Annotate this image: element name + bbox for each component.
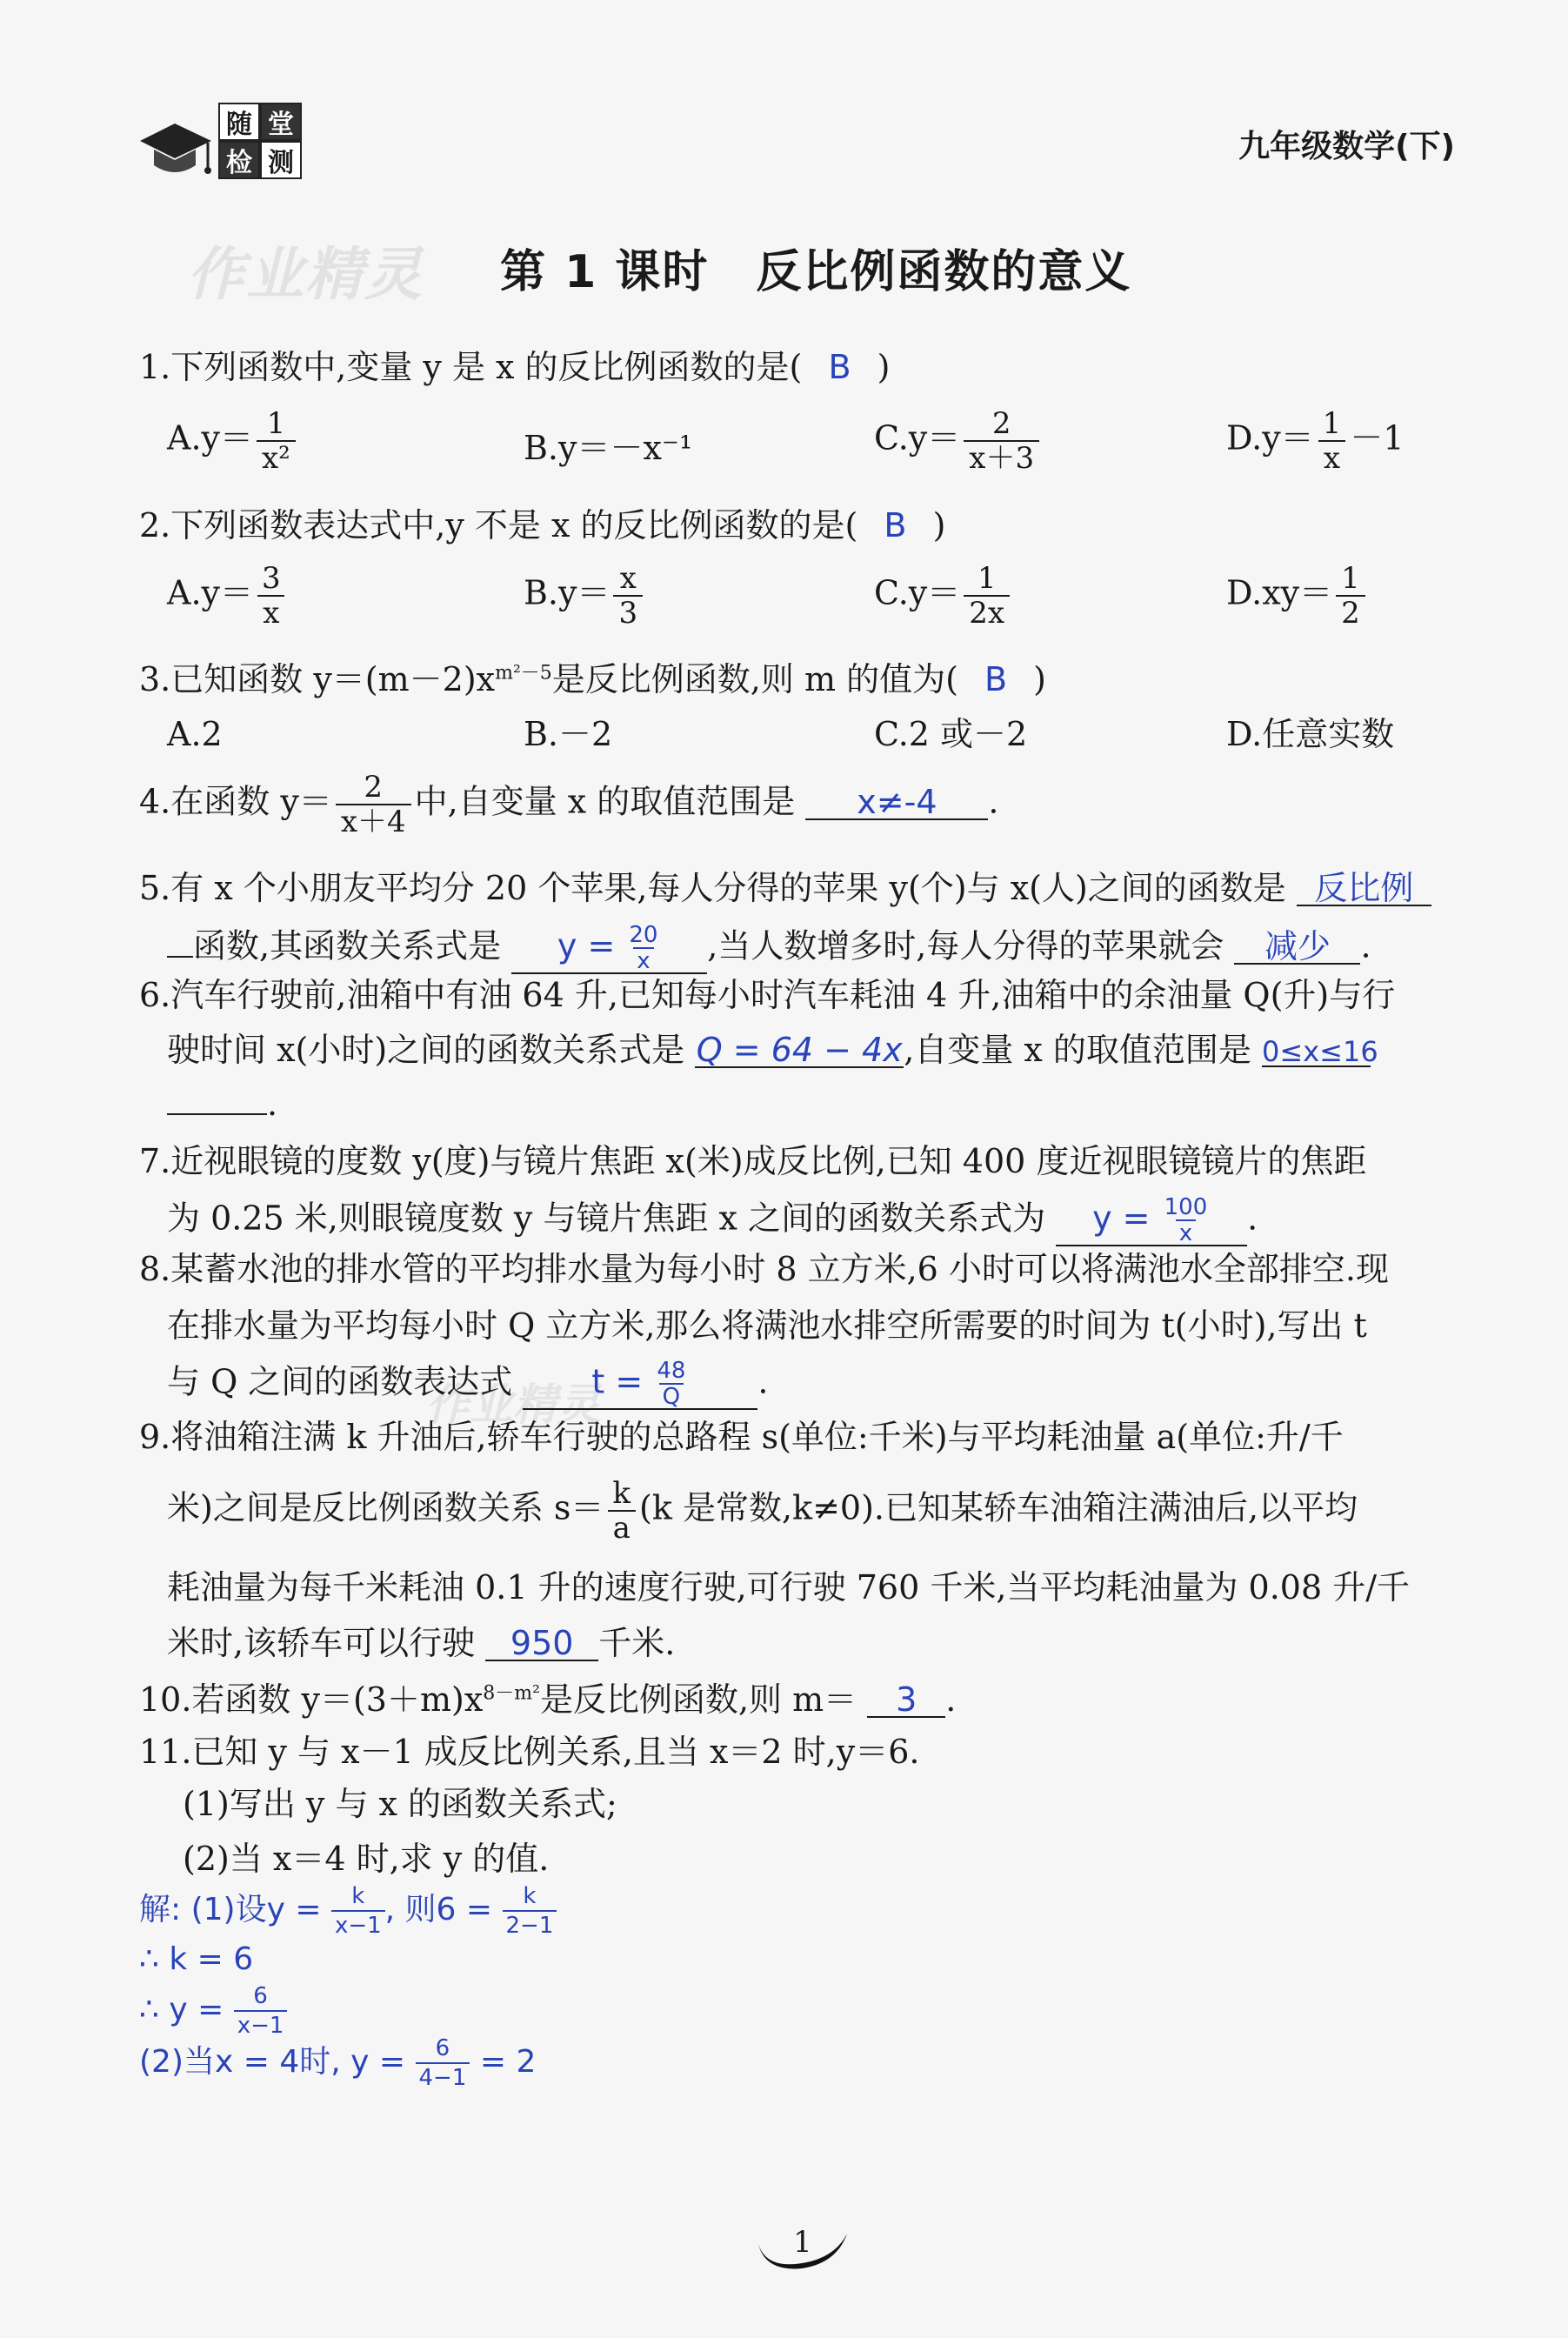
q11-stem: 11.已知 y 与 x－1 成反比例关系,且当 x＝2 时,y＝6.	[139, 1733, 920, 1771]
q9-line4-pre: 米时,该轿车可以行驶	[167, 1624, 476, 1662]
q2-c-num: 1	[977, 561, 997, 596]
q9-line2	[167, 1476, 1358, 1546]
logo-char-1: 随	[218, 103, 260, 141]
q11-part2: (2)当 x＝4 时,求 y 的值.	[183, 1840, 550, 1878]
q1-d-pre: D.y＝	[1226, 418, 1314, 458]
q1-c-pre: C.y＝	[874, 418, 961, 458]
q7-line1: 7.近视眼镜的度数 y(度)与镜片焦距 x(米)成反比例,已知 400 度近视眼镜镜片的焦距	[139, 1142, 1367, 1180]
q10-exponent: 8－m²	[483, 1682, 540, 1705]
q1-c-den: x＋3	[964, 440, 1039, 473]
q5-line2	[167, 924, 1371, 974]
solution-l1-f1-den: x−1	[331, 1910, 385, 1939]
q2-option-d	[1226, 561, 1369, 631]
q6-answer2: 0≤x≤16	[1262, 1035, 1378, 1068]
q1-a-frac	[257, 406, 296, 476]
q1-option-d	[1226, 406, 1405, 476]
q8-end: .	[757, 1362, 769, 1401]
q2-d-num: 1	[1341, 561, 1360, 596]
logo-char-4: 测	[260, 141, 302, 179]
q5-line2-mid: ,当人数增多时,每人分得的苹果就会	[707, 926, 1224, 965]
q1-a-den: x²	[257, 440, 296, 473]
q1-a-num: 1	[266, 406, 286, 441]
q10-post: 是反比例函数,则 m＝	[539, 1680, 857, 1719]
q2-d-frac	[1336, 561, 1365, 631]
q7-ans-den: x	[1176, 1219, 1196, 1245]
q4-answer: x≠-4	[805, 785, 988, 820]
q9-den: a	[608, 1510, 636, 1543]
q3-answer: B	[984, 660, 1008, 698]
solution-l4-num: 6	[435, 2035, 450, 2061]
q4-frac	[336, 772, 411, 837]
solution-l1-pre: 解: (1)设y =	[139, 1892, 322, 1927]
q5-ans2-pre: y =	[557, 926, 616, 965]
solution-l4-post: = 2	[479, 2044, 537, 2080]
q2-c-pre: C.y＝	[874, 573, 961, 612]
q5-answer1: 反比例	[1297, 872, 1431, 906]
logo-char-2: 堂	[260, 103, 302, 141]
q5-end: .	[1360, 926, 1371, 965]
q8-ans-pre: t =	[591, 1362, 644, 1401]
q2-option-c	[874, 561, 1013, 631]
q3-option-d: D.任意实数	[1226, 715, 1395, 753]
q9-line4-post: 千米.	[598, 1624, 676, 1662]
q4-den: x＋4	[336, 804, 411, 837]
page-number: 1	[793, 2225, 812, 2260]
q5-line1-text: 5.有 x 个小朋友平均分 20 个苹果,每人分得的苹果 y(个)与 x(人)之间的函数是	[139, 869, 1286, 907]
q7-line2-pre: 为 0.25 米,则眼镜度数 y 与镜片焦距 x 之间的函数关系式为	[167, 1199, 1046, 1238]
grade-label: 九年级数学(下)	[1238, 129, 1455, 164]
q1-answer: B	[828, 348, 851, 386]
solution-l1-frac2	[503, 1883, 557, 1939]
graduation-cap-icon	[135, 111, 215, 190]
q6-line2-mid: ,自变量 x 的取值范围是	[904, 1031, 1251, 1069]
solution-l3-frac	[234, 1983, 288, 2039]
q5-line1	[139, 869, 1431, 907]
q3-exponent: m²－5	[495, 662, 552, 685]
solution-line3	[139, 1983, 287, 2039]
q9-line2-pre: 米)之间是反比例函数关系 s＝	[167, 1488, 604, 1527]
q6-answer2-tail	[167, 1113, 267, 1115]
q5-answer3: 减少	[1234, 930, 1360, 965]
solution-line2: ∴ k = 6	[139, 1941, 254, 1977]
q1-d-den: x	[1318, 440, 1345, 473]
q1-c-num: 2	[991, 406, 1011, 441]
solution-l1-f2-num: k	[523, 1883, 537, 1909]
q2-b-pre: B.y＝	[524, 573, 611, 612]
q11-part1: (1)写出 y 与 x 的函数关系式;	[183, 1785, 617, 1823]
q10-pre: 10.若函数 y＝(3＋m)x	[139, 1680, 484, 1719]
q9-line3: 耗油量为每千米耗油 0.1 升的速度行驶,可行驶 760 千米,当平均耗油量为 0.08 升/千	[167, 1568, 1411, 1607]
q4-pre: 4.在函数 y＝	[139, 782, 332, 821]
solution-l1-frac1	[331, 1883, 385, 1939]
q9-num: k	[612, 1476, 631, 1511]
q9-answer: 950	[485, 1627, 598, 1661]
logo	[135, 103, 309, 190]
q2-a-frac	[257, 561, 286, 631]
q10-end: .	[945, 1680, 957, 1719]
q8-line3-pre: 与 Q 之间的函数表达式	[167, 1362, 513, 1401]
q2-d-den: 2	[1336, 595, 1365, 628]
q6-line2	[167, 1031, 1378, 1069]
q9-line4	[167, 1624, 676, 1662]
q5-ans2-den: x	[633, 947, 653, 972]
solution-line4	[139, 2035, 536, 2091]
q1-option-a	[167, 406, 299, 476]
q8-ans-num: 48	[657, 1358, 686, 1384]
q7-answer	[1056, 1196, 1247, 1246]
q7-ans-num: 100	[1164, 1194, 1208, 1220]
q2-stem-text: 2.下列函数表达式中,y 不是 x 的反比例函数的是(	[139, 506, 858, 544]
q1-option-c	[874, 406, 1043, 476]
q9-line2-post: (k 是常数,k≠0).已知某轿车油箱注满油后,以平均	[639, 1488, 1358, 1527]
q1-d-frac	[1318, 406, 1347, 476]
q3-option-c: C.2 或－2	[874, 715, 1028, 753]
solution-l4-pre: (2)当x = 4时, y =	[139, 2044, 406, 2080]
q2-close: )	[932, 506, 946, 544]
q3-option-a: A.2	[167, 715, 223, 753]
q2-a-pre: A.y＝	[167, 573, 253, 612]
q8-line3	[167, 1359, 769, 1410]
q5-answer2	[511, 924, 707, 974]
q8-answer	[523, 1359, 757, 1410]
q1-stem-text: 1.下列函数中,变量 y 是 x 的反比例函数的是(	[139, 348, 803, 386]
q2-option-a	[167, 561, 290, 631]
watermark: 作业精灵	[187, 241, 424, 308]
q6-answer1: Q = 64 − 4x	[696, 1031, 903, 1069]
q4-num: 2	[364, 770, 384, 805]
q2-b-num: x	[619, 561, 637, 596]
q6-end: .	[267, 1085, 278, 1123]
q1-close: )	[877, 348, 891, 386]
q6-line2-pre: 驶时间 x(小时)之间的函数关系式是	[167, 1031, 685, 1069]
q4-line	[139, 772, 998, 837]
solution-l4-den: 4−1	[416, 2062, 470, 2091]
q9-line1: 9.将油箱注满 k 升油后,轿车行驶的总路程 s(单位:千米)与平均耗油量 a(单位:升/千	[139, 1418, 1344, 1456]
q4-end: .	[988, 782, 999, 821]
q10-line	[139, 1680, 957, 1719]
q1-c-frac	[964, 406, 1039, 476]
q2-b-den: 3	[613, 595, 643, 628]
q1-d-num: 1	[1322, 406, 1342, 441]
q2-a-num: 3	[262, 561, 281, 596]
q1-option-b: B.y＝－x⁻¹	[524, 429, 693, 467]
q2-stem	[139, 506, 946, 544]
logo-char-3: 检	[218, 141, 260, 179]
q2-c-den: 2x	[964, 595, 1010, 628]
q4-post: 中,自变量 x 的取值范围是	[414, 782, 796, 821]
page-title: 第 1 课时 反比例函数的意义	[500, 246, 1132, 298]
q3-stem-post: 是反比例函数,则 m 的值为(	[551, 660, 958, 698]
q7-ans-pre: y =	[1092, 1199, 1151, 1238]
q2-answer: B	[884, 506, 907, 544]
solution-line1	[139, 1883, 557, 1939]
solution-l3-num: 6	[253, 1983, 268, 2009]
q1-a-pre: A.y＝	[167, 418, 253, 458]
q2-d-pre: D.xy＝	[1226, 573, 1333, 612]
solution-l4-frac	[416, 2035, 470, 2091]
q2-option-b	[524, 561, 646, 631]
q2-c-frac	[964, 561, 1010, 631]
q6-line3	[167, 1085, 278, 1123]
q3-stem	[139, 660, 1046, 698]
q7-end: .	[1247, 1199, 1258, 1238]
q3-close: )	[1033, 660, 1046, 698]
q8-line1: 8.某蓄水池的排水管的平均排水量为每小时 8 立方米,6 小时可以将满池水全部排空.现	[139, 1250, 1390, 1288]
q3-option-b: B.－2	[524, 715, 613, 753]
q5-ans2-num: 20	[629, 922, 658, 948]
q5-ans2-frac	[625, 924, 661, 972]
q5-answer1-tail	[167, 956, 193, 958]
q9-frac	[607, 1476, 636, 1546]
q8-line2: 在排水量为平均每小时 Q 立方米,那么将满池水排空所需要的时间为 t(小时),写出 t	[167, 1306, 1367, 1345]
q10-answer: 3	[867, 1683, 945, 1718]
solution-l1-mid: , 则6 =	[384, 1892, 493, 1927]
solution-l3-den: x−1	[234, 2010, 288, 2039]
q8-ans-frac	[653, 1359, 689, 1408]
q1-d-post: －1	[1350, 418, 1405, 458]
watermark-middle: 作业精灵	[426, 1379, 600, 1430]
q2-a-den: x	[257, 595, 284, 628]
q6-line1: 6.汽车行驶前,油箱中有油 64 升,已知每小时汽车耗油 4 升,油箱中的余油量 Q(升)与行	[139, 976, 1396, 1014]
q7-line2	[167, 1196, 1258, 1246]
q1-stem	[139, 348, 891, 386]
q7-ans-frac	[1161, 1196, 1211, 1245]
solution-l3-pre: ∴ y =	[139, 1992, 224, 2027]
q3-stem-pre: 3.已知函数 y＝(m－2)x	[139, 660, 496, 698]
q5-line2-pre: 函数,其函数关系式是	[193, 926, 502, 965]
solution-l1-f1-num: k	[351, 1883, 365, 1909]
q2-b-frac	[613, 561, 643, 631]
q8-ans-den: Q	[659, 1383, 684, 1408]
page-number-badge	[750, 2218, 854, 2279]
solution-l1-f2-den: 2−1	[503, 1910, 557, 1939]
